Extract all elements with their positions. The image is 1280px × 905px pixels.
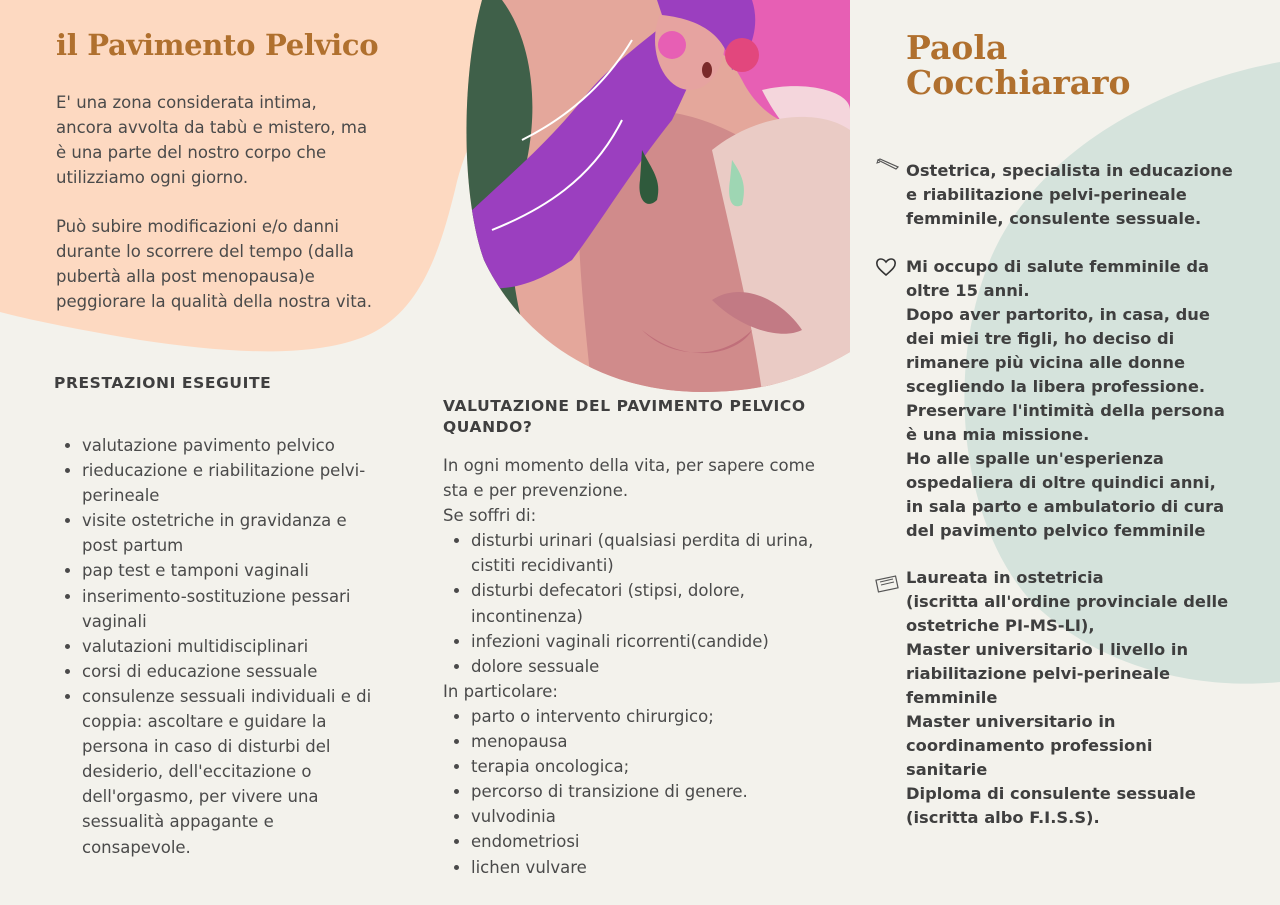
- services-list: [54, 433, 387, 860]
- list-item: • terapia oncologica;: [471, 754, 841, 779]
- list-item: • parto o intervento chirurgico;: [471, 704, 841, 729]
- list-item: • infezioni vaginali ricorrenti(candide): [471, 629, 841, 654]
- list-item: • lichen vulvare: [471, 855, 841, 880]
- list-item: • menopausa: [471, 729, 841, 754]
- list-item: • pap test e tamponi vaginali: [82, 558, 387, 583]
- bio-education: [906, 566, 1236, 830]
- list-item: • disturbi urinari (qualsiasi perdita di urina, cistiti recidivanti): [471, 528, 841, 578]
- intro-text: [56, 90, 374, 338]
- list-item: • dolore sessuale: [471, 654, 841, 679]
- evaluation-heading: VALUTAZIONE DEL PAVIMENTO PELVICO QUANDO?: [443, 397, 806, 436]
- services-heading: PRESTAZIONI ESEGUITE: [54, 374, 272, 392]
- list-item: • disturbi defecatori (stipsi, dolore, incontinenza): [471, 578, 841, 628]
- suffer-label: Se soffri di:: [443, 506, 537, 526]
- evaluation-content: [443, 453, 843, 880]
- bio-education-line: (iscritta all'ordine provinciale delle ostetriche PI-MS-LI),: [906, 592, 1229, 635]
- pencil-icon: [876, 158, 900, 172]
- women-illustration: [462, 0, 850, 392]
- bio-experience: [906, 255, 1236, 543]
- list-item: • consulenze sessuali individuali e di coppia: ascoltare e guidare la persona in caso di disturbi del desiderio, dell'eccitazione o dell'orgasmo, per vivere una sessualità appagante e consapevole.: [82, 684, 387, 860]
- list-item: • vulvodinia: [471, 804, 841, 829]
- list-item: • valutazioni multidisciplinari: [82, 634, 387, 659]
- bio-education-line: Master universitario I livello in riabilitazione pelvi-perineale femminile: [906, 640, 1189, 707]
- list-item: • corsi di educazione sessuale: [82, 659, 387, 684]
- bio-role: [906, 159, 1236, 231]
- bio-education-line: Diploma di consulente sessuale (iscritta albo F.I.S.S).: [906, 784, 1196, 827]
- bio-experience-line: Ho alle spalle un'esperienza ospedaliera di oltre quindici anni, in sala parto e ambulatorio di cura del pavimento pelvico femminile: [906, 449, 1225, 540]
- list-item: • endometriosi: [471, 829, 841, 854]
- name-line-1: Paola: [906, 28, 1008, 67]
- list-item: • visite ostetriche in gravidanza e post partum: [82, 508, 387, 558]
- particular-list: [443, 704, 841, 880]
- list-item: • percorso di transizione di genere.: [471, 779, 841, 804]
- diploma-icon: [875, 572, 901, 594]
- name-line-2: Cocchiararo: [906, 63, 1131, 102]
- bio-experience-line: Preservare l'intimità della persona è una mia missione.: [906, 401, 1225, 444]
- particular-label: In particolare:: [443, 681, 558, 701]
- list-item: • valutazione pavimento pelvico: [82, 433, 387, 458]
- section-title: il Pavimento Pelvico: [56, 28, 379, 62]
- evaluation-intro: In ogni momento della vita, per sapere come sta e per prevenzione.: [443, 456, 815, 501]
- list-item: • rieducazione e riabilitazione pelvi-perineale: [82, 458, 387, 508]
- bio-education-line: Master universitario in coordinamento professioni sanitarie: [906, 712, 1153, 779]
- intro-paragraph-2: Può subire modificazioni e/o danni durante lo scorrere del tempo (dalla pubertà alla post menopausa)e peggiorare la qualità della nostra vita.: [56, 217, 373, 311]
- suffer-list: [443, 528, 841, 679]
- profile-name: [906, 30, 1131, 100]
- heart-icon: [875, 257, 897, 277]
- bio-education-line: Laureata in ostetricia: [906, 568, 1104, 587]
- bio-role-text: Ostetrica, specialista in educazione e riabilitazione pelvi-perineale femminile, consulente sessuale.: [906, 161, 1233, 228]
- bio-experience-line: Mi occupo di salute femminile da oltre 15 anni.: [906, 257, 1210, 300]
- intro-paragraph-1: E' una zona considerata intima, ancora avvolta da tabù e mistero, ma è una parte del nostro corpo che utilizziamo ogni giorno.: [56, 93, 368, 187]
- bio-experience-line: Dopo aver partorito, in casa, due dei miei tre figli, ho deciso di rimanere più vicina alle donne scegliendo la libera professione.: [906, 305, 1210, 396]
- list-item: • inserimento-sostituzione pessari vaginali: [82, 584, 387, 634]
